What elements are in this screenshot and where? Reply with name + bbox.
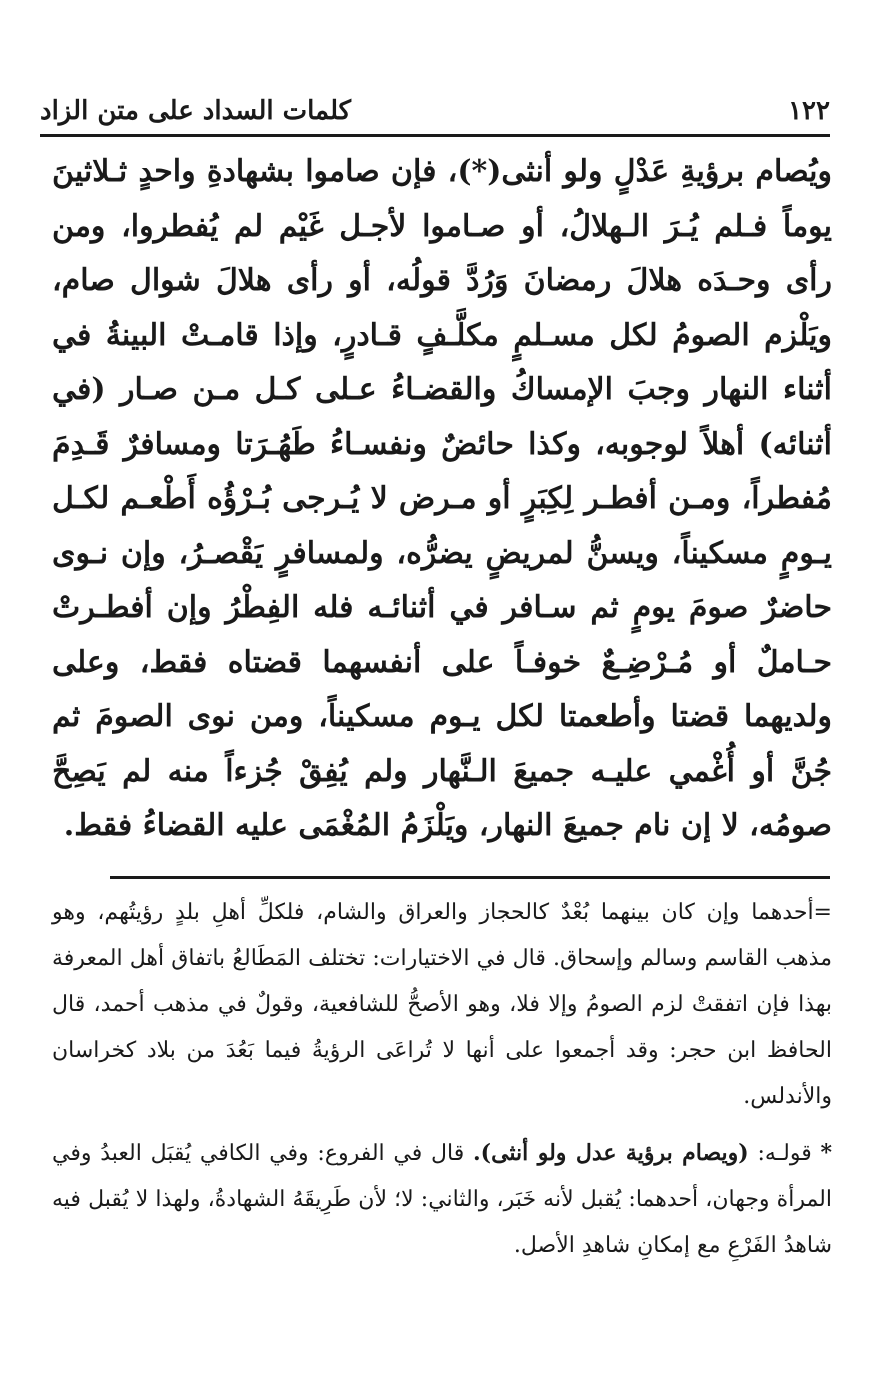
footnote-quoted-text: (ويصام برؤية عدل ولو أنثى). (473, 1140, 749, 1166)
footnote-body: قال في الفروع: وفي الكافي يُقبَل العبدُ وفي المرأة وجهان، أحدهما: يُقبل لأنه خَبَر، والثاني: لا؛ لأن طَرِيقَهُ الشهادةُ، ولهذا لا يُقبل فيه شاهدُ الفَرْعِ مع إمكانِ شاهدِ الأصل. (52, 1141, 832, 1258)
footnote-separator (110, 876, 830, 879)
page-number: ١٢٢ (788, 96, 830, 126)
page-header (40, 92, 830, 132)
footnote-marker: * (820, 1140, 832, 1166)
header-rule (40, 134, 830, 137)
footnote-star (52, 1130, 832, 1269)
main-paragraph: ويُصام برؤيةِ عَدْلٍ ولو أنثى(*)، فإن صاموا بشهادةِ واحدٍ ثـلاثينَ يوماً فـلم يُـرَ الـهلالُ، أو صـاموا لأجـل غَيْم لم يُفطروا، ومن رأى وحـدَه هلالَ رمضانَ وَرُدَّ قولُه، أو رأى هلالَ شوال صام، ويَلْزم الصومُ لكل مسـلمٍ مكلَّـفٍ قـادرٍ، وإذا قامـتْ البينةُ في أثناء النهار وجبَ الإمساكُ والقضـاءُ عـلى كـل مـن صـار (في أثنائه) أهلاً لوجوبه، وكذا حائضٌ ونفسـاءُ طَهُـرَتا ومسافرٌ قَـدِمَ مُفطراً، ومـن أفطـر لِكِبَرٍ أو مـرض لا يُـرجى بُـرْؤُه أَطْعـم لكـل يـومٍ مسكيناً، ويسنُّ لمريضٍ يضرُّه، ولمسافرٍ يَقْصـرُ، وإن نـوى حاضرٌ صومَ يومٍ ثم سـافر في أثنائـه فله الفِطْرُ وإن أفطـرتْ حـاملٌ أو مُـرْضِـعٌ خوفـاً على أنفسهما قضتاه فقط، وعلى ولديهما قضتا وأطعمتا لكل يـوم مسكيناً، ومن نوى الصومَ ثم جُنَّ أو أُغْمي عليـه جميعَ الـنَّهار ولم يُفِقْ جُزءاً منه لم يَصِحَّ صومُه، لا إن نام جميعَ النهار، ويَلْزَمُ المُغْمَى عليه القضاءُ فقط. (52, 154, 832, 843)
footnote-lead: قولـه: (757, 1141, 812, 1166)
footnotes (52, 890, 832, 1269)
running-title: كلمات السداد على متن الزاد (40, 96, 352, 126)
main-text (52, 145, 832, 854)
footnote-continuation: =أحدهما وإن كان بينهما بُعْدٌ كالحجاز والعراق والشام، فلكلِّ أهلِ بلدٍ رؤيتُهم، وهو مذهب القاسم وسالم وإسحاق. قال في الاختيارات: تختلف المَطَالعُ باتفاق أهل المعرفة بهذا فإن اتفقتْ لزم الصومُ وإلا فلا، وهو الأصحُّ للشافعية، وقولٌ في مذهب أحمد، قال الحافظ ابن حجر: وقد أجمعوا على أنها لا تُراعَى الرؤيةُ فيما بَعُدَ من بلاد كخراسان والأندلس. (52, 900, 832, 1109)
